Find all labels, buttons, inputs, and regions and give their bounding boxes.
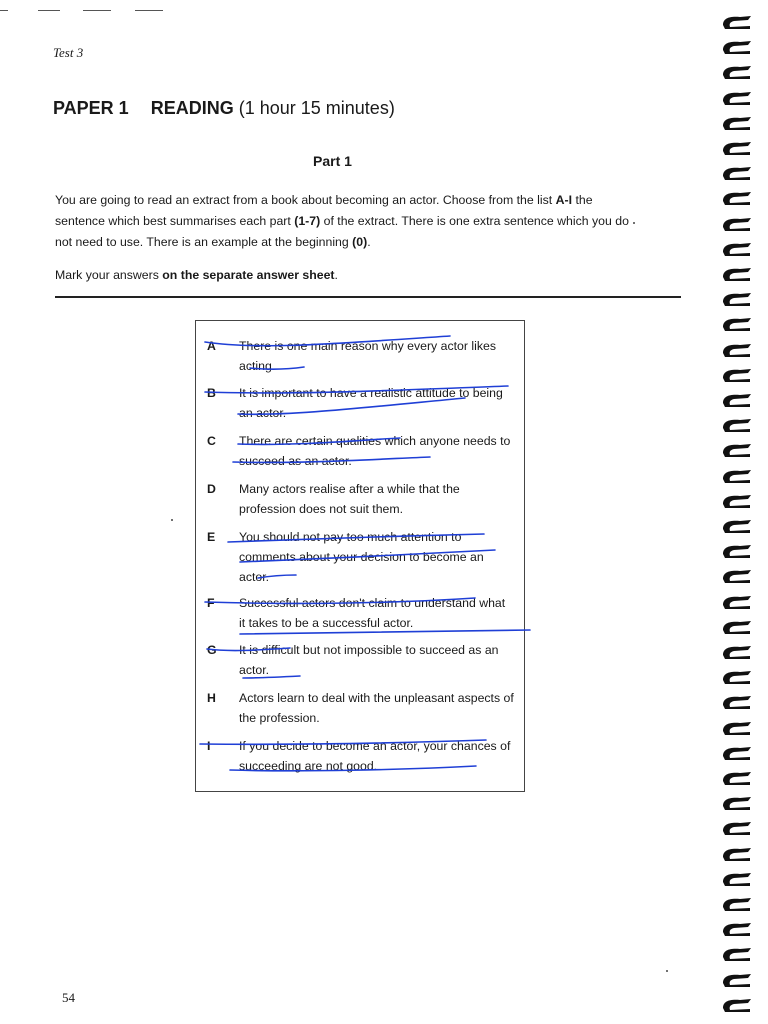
binding-ring-icon (720, 190, 754, 206)
option-letter: H (207, 691, 216, 705)
binding-ring-icon (720, 14, 754, 30)
option-letter: E (207, 530, 216, 544)
option-text: There is one main reason why every actor likes acting. (239, 339, 496, 373)
stray-mark (633, 222, 635, 224)
instructions-range: A-I (555, 193, 573, 207)
paper-number: PAPER 1 (53, 98, 129, 118)
test-label: Test 3 (53, 45, 84, 60)
binding-ring-icon (720, 846, 754, 862)
binding-ring-icon (720, 417, 754, 433)
mark-answers-line (55, 268, 338, 282)
horizontal-rule (55, 296, 681, 298)
option-text: Successful actors don't claim to understand what it takes to be a successful actor. (239, 596, 506, 630)
instructions-example: (0) (352, 235, 368, 249)
binding-ring-icon (720, 64, 754, 80)
binding-ring-icon (720, 140, 754, 156)
binding-ring-icon (720, 493, 754, 509)
instructions-paragraph (55, 190, 640, 253)
binding-ring-icon (720, 669, 754, 685)
binding-ring-icon (720, 871, 754, 887)
options-box (195, 320, 525, 792)
option-letter: A (207, 339, 216, 353)
part-title: Part 1 (313, 153, 352, 169)
binding-ring-icon (720, 392, 754, 408)
option-text: Actors learn to deal with the unpleasant aspects of the profession. (239, 691, 514, 725)
binding-ring-icon (720, 266, 754, 282)
binding-ring-icon (720, 896, 754, 912)
option-text: It is important to have a realistic attitude to being an actor. (239, 386, 503, 420)
binding-ring-icon (720, 795, 754, 811)
binding-ring-icon (720, 291, 754, 307)
option-letter: B (207, 386, 216, 400)
instructions-text-1: You are going to read an extract from a book about becoming an actor. Choose from the list (55, 193, 553, 207)
binding-ring-icon (720, 820, 754, 836)
binding-ring-icon (720, 216, 754, 232)
option-text: Many actors realise after a while that the profession does not suit them. (239, 482, 460, 516)
binding-ring-icon (720, 367, 754, 383)
option-letter: D (207, 482, 216, 496)
stray-mark (171, 519, 173, 521)
paper-title (53, 98, 395, 119)
binding-ring-icon (720, 619, 754, 635)
binding-ring-icon (720, 972, 754, 988)
option-text: There are certain qualities which anyone needs to succeed as an actor. (239, 434, 511, 468)
binding-ring-icon (720, 594, 754, 610)
mark-suffix: . (334, 268, 338, 282)
stray-mark (666, 970, 668, 972)
binding-ring-icon (720, 543, 754, 559)
option-letter: I (207, 739, 211, 753)
binding-ring-icon (720, 39, 754, 55)
spiral-binding (718, 0, 768, 1024)
binding-ring-icon (720, 946, 754, 962)
option-letter: F (207, 596, 215, 610)
binding-ring-icon (720, 165, 754, 181)
page-number: 54 (62, 990, 75, 1005)
instructions-text-2: the sentence which best summarises each part (55, 193, 593, 228)
mark-prefix: Mark your answers (55, 268, 159, 282)
binding-ring-icon (720, 770, 754, 786)
binding-ring-icon (720, 921, 754, 937)
option-letter: C (207, 434, 216, 448)
option-letter: G (207, 643, 217, 657)
binding-ring-icon (720, 568, 754, 584)
binding-ring-icon (720, 518, 754, 534)
binding-ring-icon (720, 694, 754, 710)
instructions-text-4: . (367, 235, 371, 249)
binding-ring-icon (720, 342, 754, 358)
binding-ring-icon (720, 316, 754, 332)
paper-section: READING (150, 98, 234, 118)
mark-bold: on the separate answer sheet (162, 268, 335, 282)
binding-ring-icon (720, 997, 754, 1013)
option-text: It is difficult but not impossible to succeed as an actor. (239, 643, 499, 677)
binding-ring-icon (720, 468, 754, 484)
paper-duration: (1 hour 15 minutes) (238, 98, 395, 118)
instructions-parts-range: (1-7) (294, 214, 321, 228)
binding-ring-icon (720, 745, 754, 761)
binding-ring-icon (720, 720, 754, 736)
binding-ring-icon (720, 115, 754, 131)
binding-ring-icon (720, 442, 754, 458)
binding-ring-icon (720, 90, 754, 106)
instructions-text-3: of the extract. There is one extra sentence which you do not need to use. There is an example at the beginning (55, 214, 629, 249)
option-text: You should not pay too much attention to comments about your decision to become an actor. (239, 530, 484, 584)
binding-ring-icon (720, 644, 754, 660)
binding-ring-icon (720, 241, 754, 257)
option-text: If you decide to become an actor, your chances of succeeding are not good. (239, 739, 511, 773)
